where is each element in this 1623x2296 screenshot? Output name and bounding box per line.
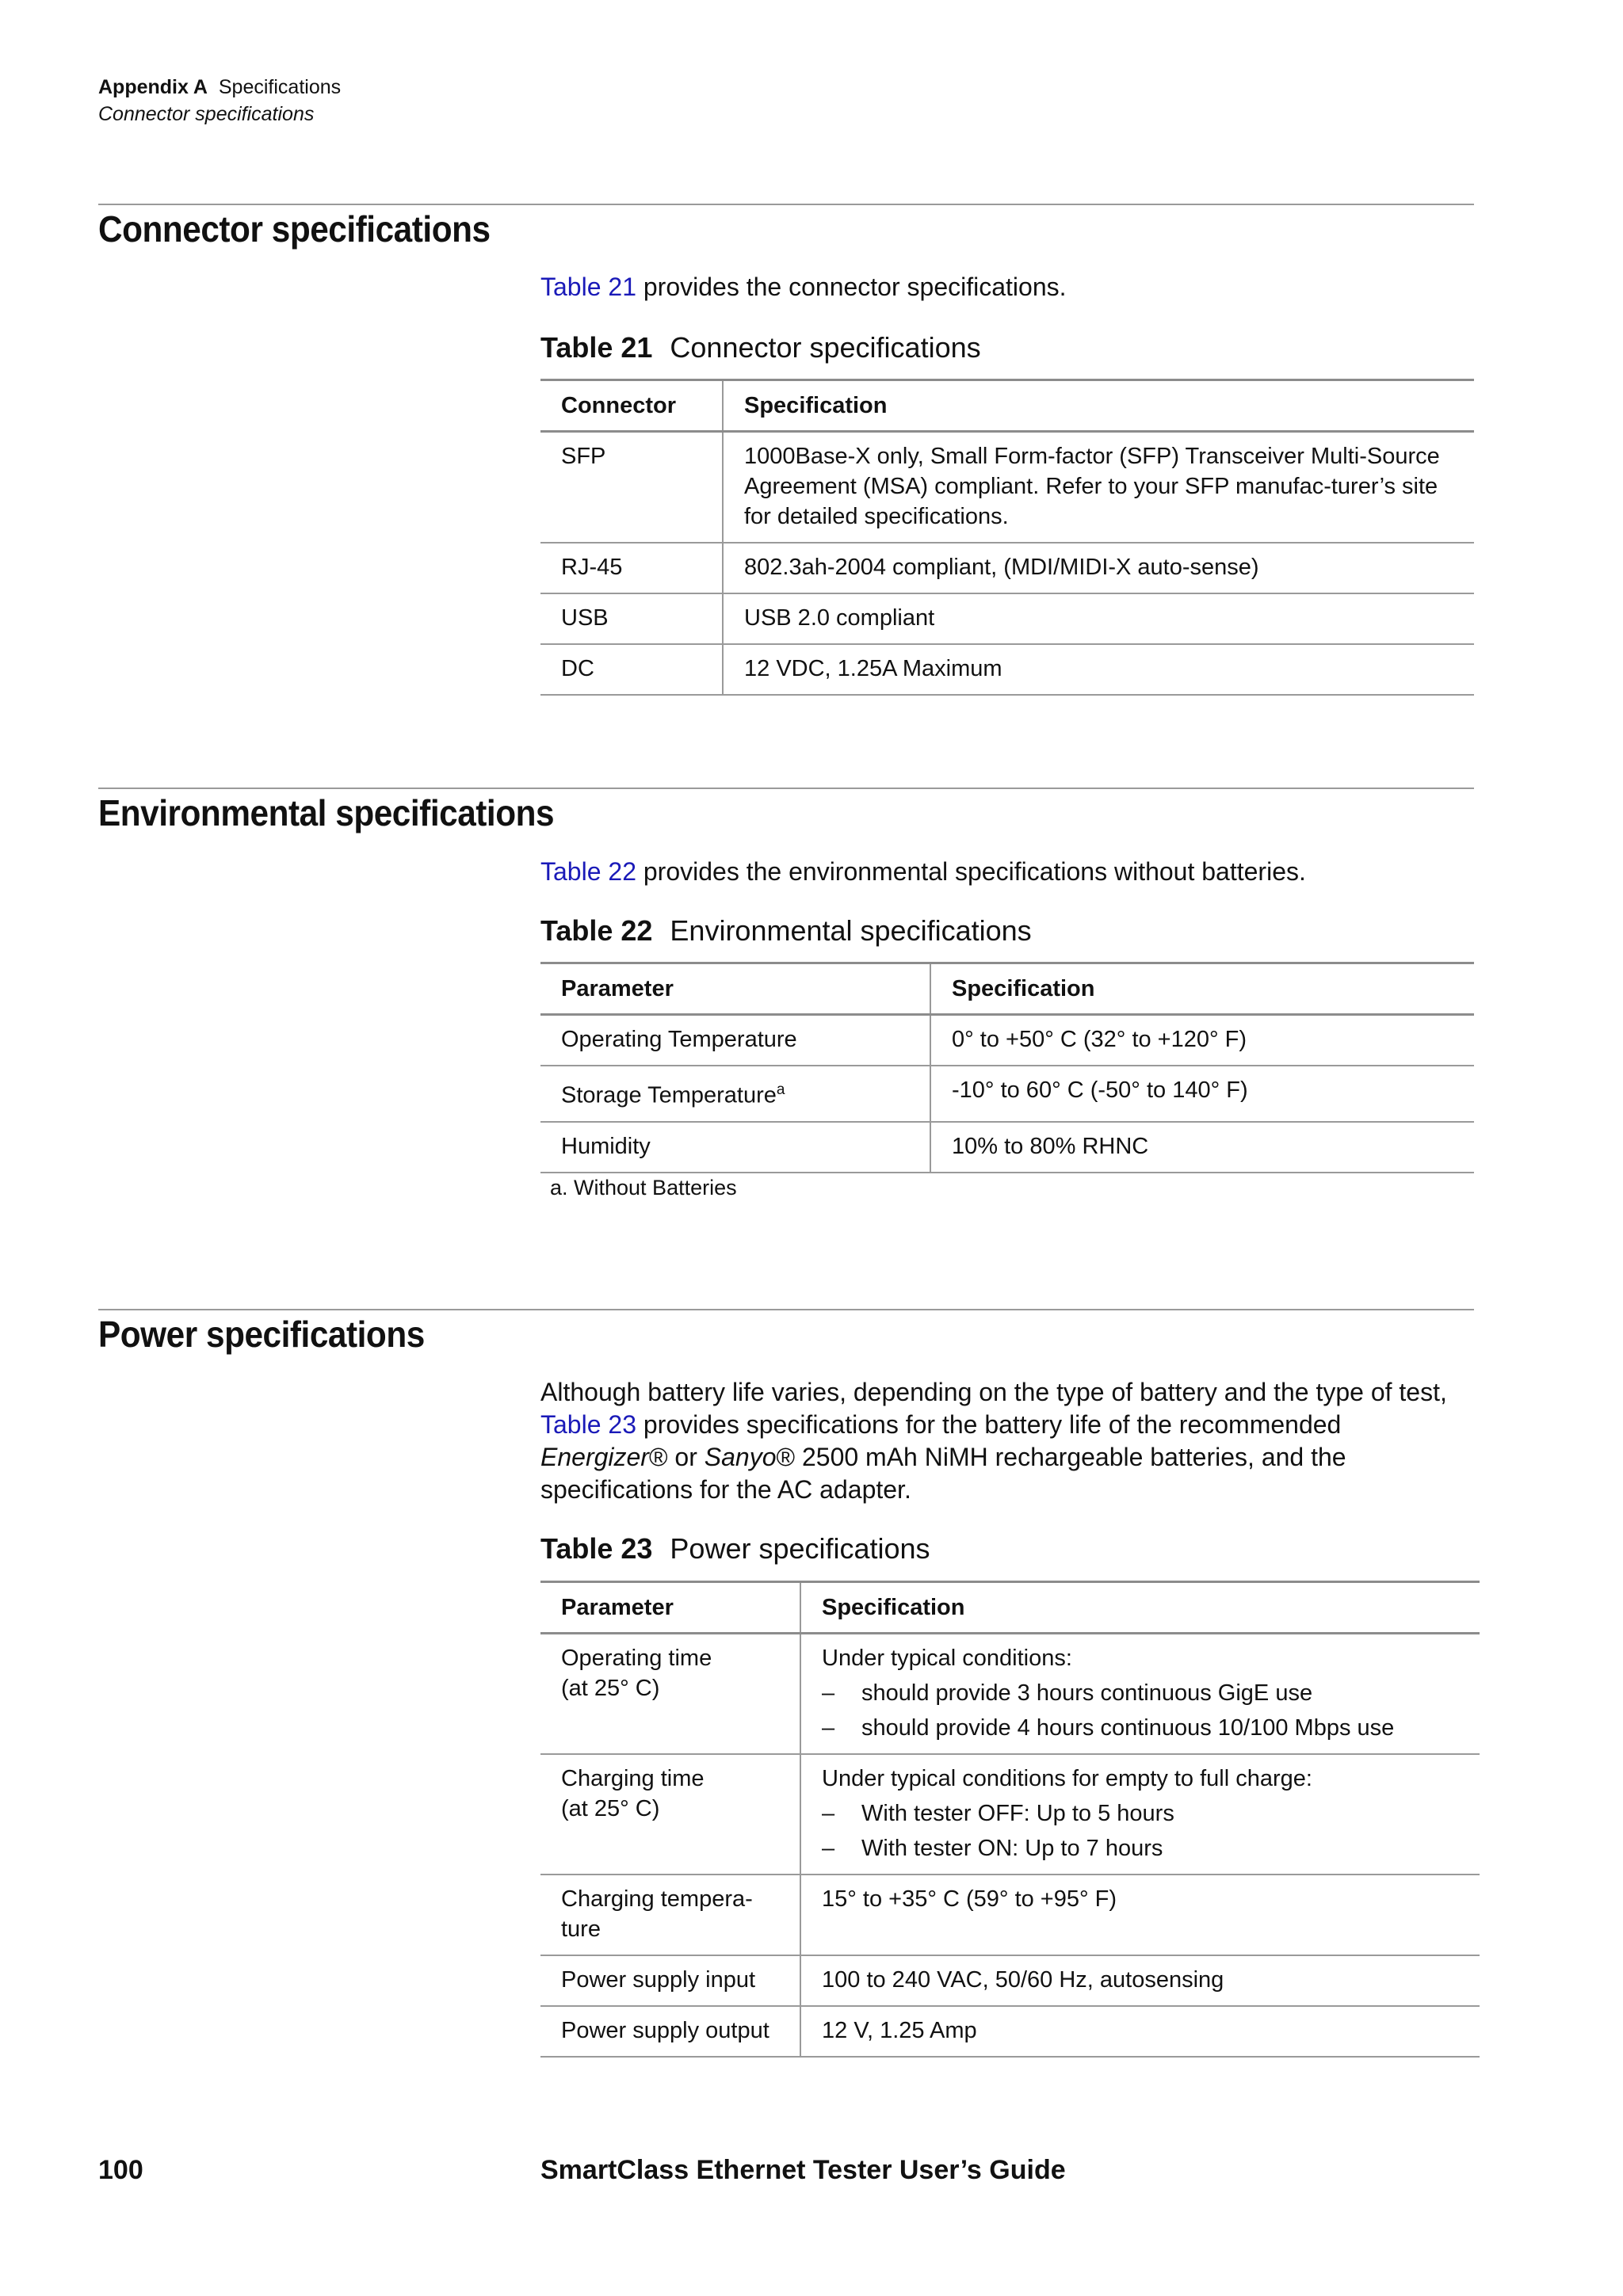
section-divider <box>98 1309 1474 1310</box>
table-23-caption: Table 23 Power specifications <box>540 1532 930 1565</box>
environmental-section-title: Environmental specifications <box>98 792 555 833</box>
table-22-footnote: a. Without Batteries <box>550 1176 737 1199</box>
cell-connector: SFP <box>540 432 723 543</box>
table-row <box>540 2006 1480 2057</box>
cell-spec: 12 V, 1.25 Amp <box>800 2006 1480 2057</box>
connector-intro: Table 21 provides the connector specifications. <box>540 273 1067 301</box>
power-table <box>540 1581 1480 2058</box>
cell-parameter: Power supply input <box>540 1955 800 2006</box>
cell-spec: 12 VDC, 1.25A Maximum <box>723 644 1474 695</box>
environmental-intro: Table 22 provides the environmental specifications without batteries. <box>540 857 1306 886</box>
cell-parameter: Storage Temperature$^a$ <box>540 1066 930 1122</box>
running-header <box>98 76 341 99</box>
column-header: Parameter <box>540 1582 800 1634</box>
table-row <box>540 1015 1474 1066</box>
column-header: Specification <box>723 380 1474 432</box>
cell-parameter: Humidity <box>540 1122 930 1173</box>
power-section-title: Power specifications <box>98 1314 425 1355</box>
table-header-row <box>540 963 1474 1015</box>
table-row <box>540 1955 1480 2006</box>
table-row <box>540 644 1474 695</box>
cell-connector: USB <box>540 593 723 644</box>
section-divider <box>98 204 1474 205</box>
table-row <box>540 593 1474 644</box>
table-row <box>540 1754 1480 1875</box>
cell-spec: 802.3ah-2004 compliant, (MDI/MIDI-X auto-sense) <box>723 543 1474 593</box>
table-22-caption: Table 22 Environmental specifications <box>540 914 1032 947</box>
connector-section-title: Connector specifications <box>98 208 491 250</box>
table-22-link[interactable]: Table 22 <box>540 857 636 886</box>
cell-connector: RJ-45 <box>540 543 723 593</box>
column-header: Parameter <box>540 963 930 1015</box>
cell-spec: 1000Base-X only, Small Form-factor (SFP) Transceiver Multi-Source Agreement (MSA) compliant. Refer to your SFP manufac-turer’s site for detailed specifications. <box>723 432 1474 543</box>
cell-parameter: Power supply output <box>540 2006 800 2057</box>
cell-parameter: Operating time (at 25° C) <box>540 1634 800 1755</box>
table-21-link[interactable]: Table 21 <box>540 273 636 301</box>
cell-connector: DC <box>540 644 723 695</box>
cell-parameter: Charging time (at 25° C) <box>540 1754 800 1875</box>
page-number: 100 <box>98 2155 143 2185</box>
list-item: – With tester ON: Up to 7 hours <box>822 1836 1163 1861</box>
running-subheader: Connector specifications <box>98 103 315 125</box>
column-header: Specification <box>800 1582 1480 1634</box>
table-row <box>540 432 1474 543</box>
cell-spec: Under typical conditions for empty to full charge: – With tester OFF: Up to 5 hours – With tester ON: Up to 7 hours <box>800 1754 1480 1875</box>
book-title: SmartClass Ethernet Tester User’s Guide <box>540 2155 1066 2185</box>
table-header-row <box>540 1582 1480 1634</box>
footnote-marker: a <box>776 1081 785 1098</box>
table-row <box>540 1634 1480 1755</box>
table-row <box>540 1875 1480 1955</box>
list-item: – With tester OFF: Up to 5 hours <box>822 1801 1174 1826</box>
cell-spec: 15° to +35° C (59° to +95° F) <box>800 1875 1480 1955</box>
environmental-table <box>540 962 1474 1173</box>
cell-parameter: Charging tempera- ture <box>540 1875 800 1955</box>
cell-spec: -10° to 60° C (-50° to 140° F) <box>930 1066 1474 1122</box>
cell-spec: 0° to +50° C (32° to +120° F) <box>930 1015 1474 1066</box>
connector-table <box>540 379 1474 696</box>
section-divider <box>98 788 1474 789</box>
cell-spec: 10% to 80% RHNC <box>930 1122 1474 1173</box>
appendix-label: Appendix A <box>98 76 208 98</box>
cell-parameter: Operating Temperature <box>540 1015 930 1066</box>
table-23-link[interactable]: Table 23 <box>540 1410 636 1439</box>
list-item: – should provide 4 hours continuous 10/100 Mbps use <box>822 1715 1395 1741</box>
cell-spec: 100 to 240 VAC, 50/60 Hz, autosensing <box>800 1955 1480 2006</box>
table-row <box>540 543 1474 593</box>
power-intro: Although battery life varies, depending on the type of battery and the type of test, Table 23 provides specifications for the battery life of the recommended Energizer® or Sanyo® 2500 mAh NiMH rechargeable batteries, and the specifications for the AC adapter. <box>540 1378 1447 1504</box>
cell-spec: USB 2.0 compliant <box>723 593 1474 644</box>
table-21-caption: Table 21 Connector specifications <box>540 331 981 364</box>
table-header-row <box>540 380 1474 432</box>
table-row <box>540 1066 1474 1122</box>
cell-spec: Under typical conditions: – should provide 3 hours continuous GigE use – should provide 4 hours continuous 10/100 Mbps use <box>800 1634 1480 1755</box>
appendix-title: Specifications <box>218 76 342 98</box>
list-item: – should provide 3 hours continuous GigE use <box>822 1680 1313 1706</box>
table-row <box>540 1122 1474 1173</box>
column-header: Connector <box>540 380 723 432</box>
column-header: Specification <box>930 963 1474 1015</box>
